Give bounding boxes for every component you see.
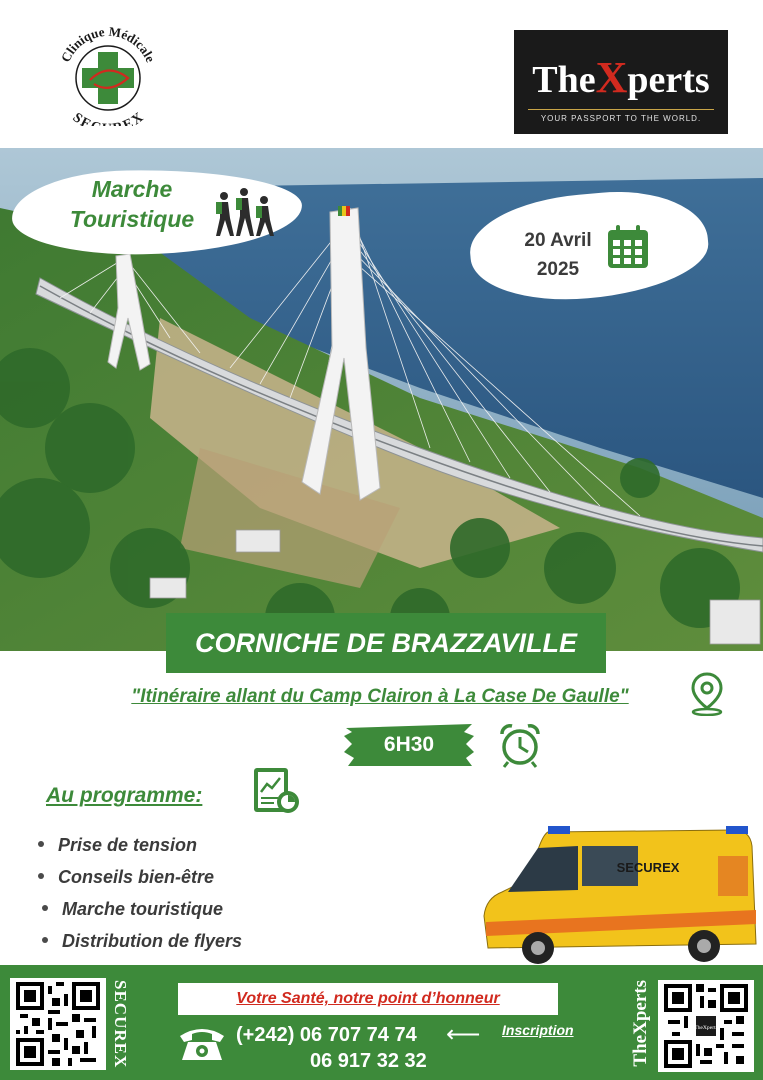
qr-center-label: TheXperts	[694, 1024, 718, 1031]
event-time: 6H30	[383, 733, 435, 756]
program-list	[38, 830, 242, 958]
event-date-line1: 20 Avril	[524, 230, 592, 251]
phone-number-secondary[interactable]: 06 917 32 32	[310, 1050, 427, 1072]
clinic-logo-bottom-text: SE EX	[69, 110, 147, 126]
qr-code-icon	[662, 984, 750, 1068]
svg-text:SECUREX	[70, 110, 147, 126]
header	[0, 0, 763, 148]
thexperts-tagline: YOUR PASSPORT TO THE WORLD.	[540, 114, 702, 123]
thexperts-title-x: X	[595, 53, 628, 102]
thexperts-title-right: perts	[627, 59, 710, 101]
thexperts-logo-divider	[528, 109, 714, 110]
inscription-link[interactable]: Inscription	[502, 1022, 574, 1038]
calendar-icon	[606, 224, 650, 270]
thexperts-logo	[514, 30, 728, 134]
thexperts-title-left: The	[532, 59, 596, 101]
telephone-icon	[176, 1022, 228, 1062]
footer-brand-securex: SECUREX	[111, 980, 130, 1069]
bullet-icon	[42, 937, 48, 943]
list-item	[38, 830, 242, 862]
program-item-label: Marche touristique	[62, 899, 224, 919]
qr-code-securex[interactable]	[10, 978, 106, 1070]
event-date-line2: 2025	[536, 259, 580, 280]
list-item	[38, 926, 242, 958]
ambulance-label: SECUREX	[616, 860, 680, 875]
qr-code-icon	[14, 982, 102, 1066]
program-item-label: Conseils bien-être	[58, 867, 215, 887]
event-label: Marche Touristique	[69, 176, 195, 232]
list-item	[38, 862, 242, 894]
time-banner	[342, 722, 476, 768]
itinerary-text: "Itinéraire allant du Camp Clairon à La Case De Gaulle"	[131, 686, 629, 707]
footer-brand-thexperts: TheXperts	[630, 980, 651, 1067]
thexperts-logo-title	[514, 52, 728, 103]
event-date	[508, 226, 608, 284]
list-item	[38, 894, 242, 926]
arrow-left-icon: ⟵	[446, 1021, 481, 1048]
slogan: Votre Santé, notre point d’honneur	[178, 983, 558, 1015]
qr-code-thexperts[interactable]	[658, 980, 754, 1072]
phone-number-primary[interactable]: (+242) 06 707 74 74	[236, 1024, 417, 1046]
clinic-securex-logo	[50, 22, 166, 126]
program-item-label: Distribution de flyers	[62, 931, 243, 951]
location-pin-icon	[690, 672, 724, 716]
bullet-icon	[38, 873, 44, 879]
hikers-icon	[212, 186, 276, 242]
program-item-label: Prise de tension	[58, 835, 198, 855]
bullet-icon	[42, 905, 48, 911]
bullet-icon	[38, 841, 44, 847]
alarm-clock-icon	[498, 722, 542, 768]
green-cross-icon	[50, 22, 166, 126]
event-title: CORNICHE DE BRAZZAVILLE	[166, 613, 606, 673]
ambulance-image	[478, 826, 760, 966]
program-title: Au programme:	[46, 784, 203, 807]
clinic-logo-top-text: Clinique Médicale	[57, 23, 159, 65]
program-report-icon	[250, 766, 300, 816]
